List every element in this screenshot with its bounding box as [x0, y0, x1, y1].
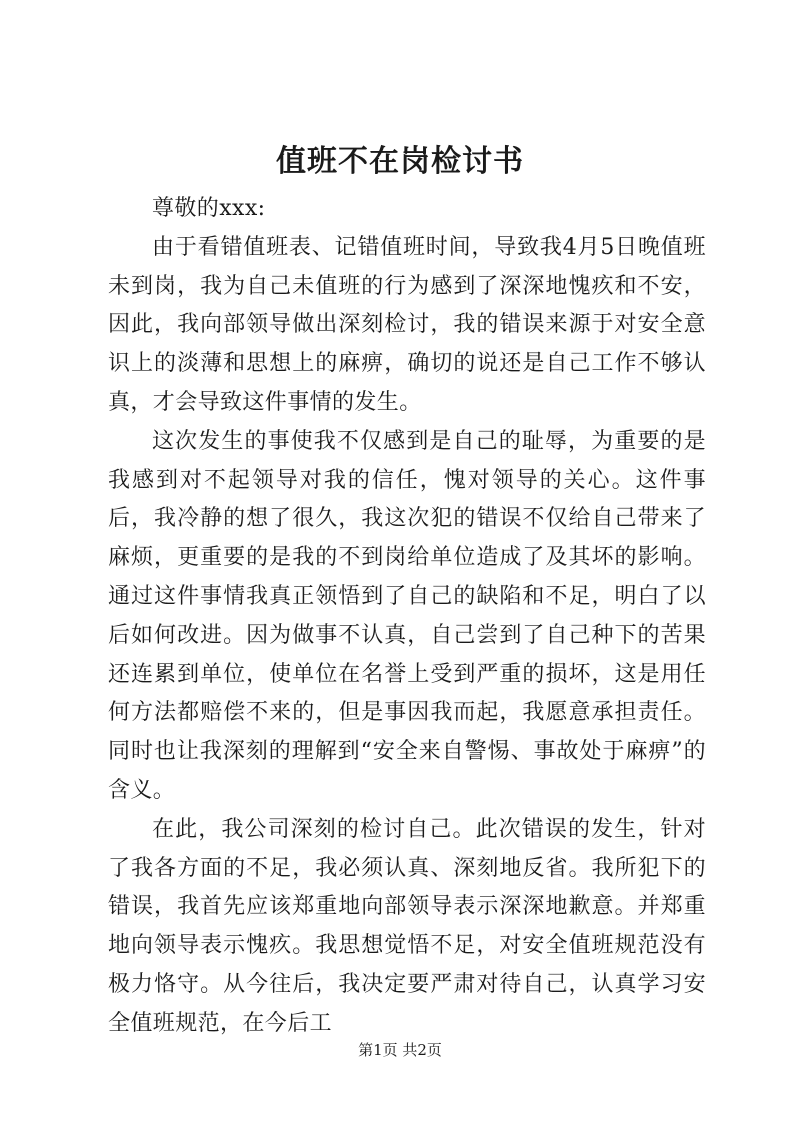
salutation: 尊敬的xxx:	[152, 196, 266, 221]
paragraph-2: 这次发生的事使我不仅感到是自己的耻辱，为重要的是我感到对不起领导对我的信任，愧对领导的关心。这件事后，我冷静的想了很久，我这次犯的错误不仅给自己带来了麻烦，更重要的是我的不到岗给单位造成了及其坏的影响。通过这件事情我真正领悟到了自己的缺陷和不足，明白了以后如何改进。因为做事不认真，自己尝到了自己种下的苦果还连累到单位，使单位在名誉上受到严重的损坏，这是用任何方法都赔偿不来的，但是事因我而起，我愿意承担责任。同时也让我深刻的理解到“安全来自警惕、事故处于麻痹”的含义。	[108, 428, 706, 803]
page-footer: 第1页 共2页	[358, 1041, 442, 1059]
document-body	[108, 190, 706, 1044]
document-title: 值班不在岗检讨书	[276, 144, 524, 179]
paragraph-3: 在此，我公司深刻的检讨自己。此次错误的发生，针对了我各方面的不足，我必须认真、深刻地反省。我所犯下的错误，我首先应该郑重地向部领导表示深深地歉意。并郑重地向领导表示愧疚。我思想觉悟不足，对安全值班规范没有极力恪守。从今往后，我决定要严肃对待自己，认真学习安全值班规范，在今后工	[108, 816, 706, 1036]
paragraph-1: 由于看错值班表、记错值班时间，导致我4月5日晚值班未到岗，我为自己未值班的行为感到了深深地愧疚和不安，因此，我向部领导做出深刻检讨，我的错误来源于对安全意识上的淡薄和思想上的麻痹，确切的说还是自己工作不够认真，才会导致这件事情的发生。	[108, 234, 706, 415]
